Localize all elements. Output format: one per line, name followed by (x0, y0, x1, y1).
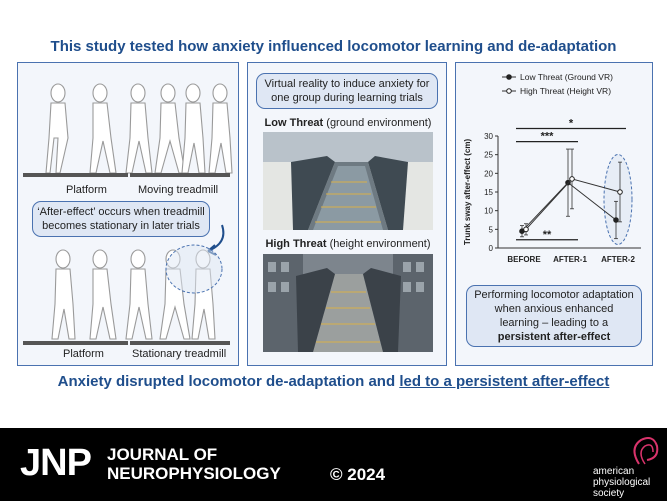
legend-label: High Threat (Height VR) (520, 86, 612, 96)
y-tick-label: 15 (484, 188, 493, 197)
data-point (570, 177, 575, 182)
y-tick-label: 5 (488, 225, 493, 235)
series-line (522, 183, 616, 232)
y-tick-label: 25 (484, 150, 493, 160)
legend-marker (507, 75, 512, 80)
middle-panel (247, 62, 447, 366)
vr-bubble: Virtual reality to induce anxiety for one group during learning trials (256, 73, 438, 109)
y-axis-label: Trunk sway after-effect (cm) (463, 138, 472, 246)
legend-marker (507, 89, 512, 94)
after2-highlight (604, 154, 632, 244)
copyright: © 2024 (330, 465, 386, 484)
x-tick-label: AFTER-1 (553, 255, 587, 264)
platform-label-top: Platform (66, 184, 107, 196)
significance-label: *** (540, 130, 554, 143)
journal-banner (0, 428, 667, 501)
aps-logo-icon (627, 434, 667, 466)
legend-label: Low Threat (Ground VR) (520, 72, 613, 82)
low-threat-label: Low Threat (ground environment) (264, 117, 432, 129)
y-tick-label: 20 (484, 169, 493, 179)
after-effect-bubble: ‘After-effect’ occurs when treadmill becomes stationary in later trials (32, 201, 210, 237)
jnp-logo: JNP (20, 442, 91, 484)
ground-vr-image (263, 132, 433, 230)
journal-name: JOURNAL OF NEUROPHYSIOLOGY (107, 445, 281, 483)
right-panel (455, 62, 653, 366)
data-point (524, 227, 529, 232)
x-tick-label: AFTER-2 (601, 255, 635, 264)
high-threat-label: High Threat (height environment) (265, 238, 431, 250)
data-point (618, 190, 623, 195)
significance-label: ** (542, 228, 552, 241)
significance-label: * (568, 117, 574, 130)
y-tick-label: 30 (484, 132, 493, 141)
walking-figures-top (18, 63, 238, 183)
aps-name: american physiological society (593, 466, 651, 499)
conclusion-statement: Anxiety disrupted locomotor de-adaptation and led to a persistent after-effect (57, 373, 610, 390)
platform-label-bottom: Platform (63, 348, 104, 360)
height-vr-image (263, 254, 433, 352)
after-effect-chart (456, 63, 652, 278)
x-tick-label: BEFORE (507, 255, 541, 264)
left-panel (17, 62, 239, 366)
conclusion-bubble: Performing locomotor adaptation when anxious enhanced learning – leading to a persistent after-effect (466, 285, 642, 347)
page-title: This study tested how anxiety influenced locomotor learning and de-adaptation (50, 38, 617, 55)
y-tick-label: 0 (488, 244, 493, 253)
y-tick-label: 10 (484, 206, 493, 216)
stationary-treadmill-label: Stationary treadmill (132, 348, 227, 360)
moving-treadmill-label: Moving treadmill (138, 184, 219, 196)
data-point (614, 218, 619, 223)
